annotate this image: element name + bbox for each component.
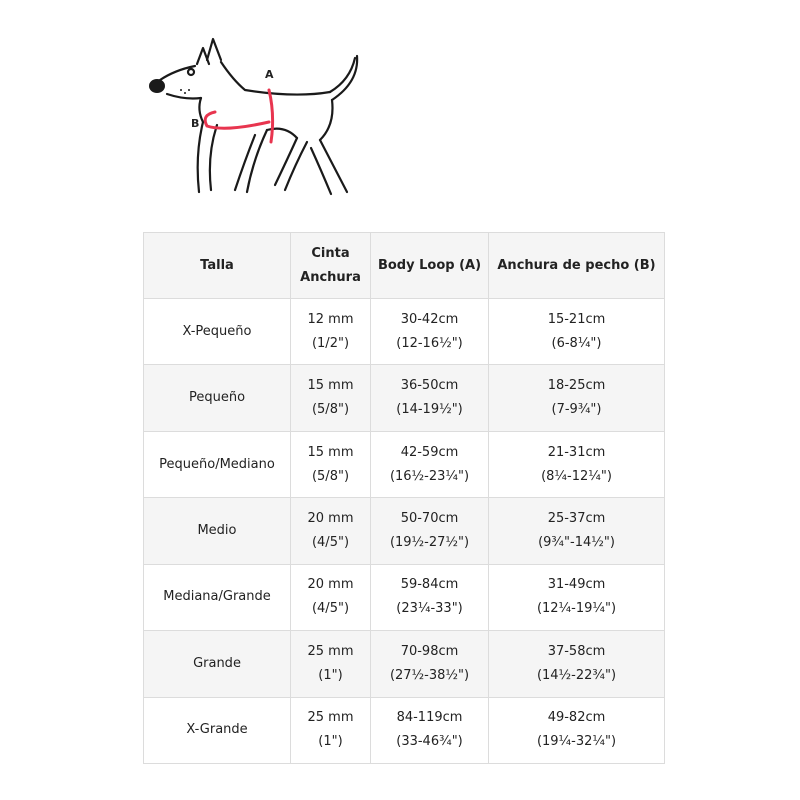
chest-marker-line [205, 112, 269, 128]
chest-cm: 15-21cm [547, 311, 606, 327]
width-in: (5/8") [311, 468, 350, 484]
width-cell [291, 498, 371, 564]
header-width-line1: Cinta [311, 245, 350, 261]
body-loop-in: (33-46¾") [396, 734, 463, 750]
body-loop-cm: 42-59cm [400, 444, 459, 460]
chest-cell [489, 498, 665, 564]
chest-in: (14½-22¾") [536, 667, 617, 683]
chest-in: (6-8¼") [551, 335, 602, 351]
chest-in: (8¼-12¼") [541, 468, 612, 484]
dog-eye [188, 69, 194, 75]
body-loop-cell [371, 498, 489, 564]
table-row [144, 564, 665, 630]
dog-front-leg-2 [210, 125, 217, 190]
table-row [144, 697, 665, 763]
width-in: (1/2") [311, 335, 350, 351]
body-loop-cm: 84-119cm [396, 710, 463, 726]
width-in: (5/8") [311, 402, 350, 418]
marker-b-label: B [191, 117, 200, 130]
table-row [144, 431, 665, 497]
body-loop-cm: 59-84cm [400, 577, 459, 593]
width-in: (4/5") [311, 601, 350, 617]
chest-in: (12¼-19¼") [536, 601, 617, 617]
body-loop-cm: 36-50cm [400, 378, 459, 394]
chest-cm: 37-58cm [547, 643, 606, 659]
width-cell [291, 631, 371, 697]
width-cell [291, 365, 371, 431]
width-cell [291, 431, 371, 497]
dog-chest [199, 98, 203, 122]
dog-illustration [135, 30, 380, 205]
size-cell: Grande [144, 631, 291, 697]
dog-tail [330, 58, 355, 92]
size-chart-table [143, 232, 665, 764]
dog-front-leg-2-inner [198, 122, 203, 192]
header-width-line2: Anchura [300, 269, 361, 285]
table-row [144, 365, 665, 431]
dog-back [221, 62, 330, 95]
header-width [291, 233, 371, 299]
body-loop-in: (19½-27½") [389, 534, 470, 550]
chest-cell [489, 365, 665, 431]
dog-back-leg-2 [285, 142, 307, 190]
body-loop-in: (23¼-33") [396, 601, 463, 617]
table-row [144, 299, 665, 365]
chest-in: (7-9¾") [551, 402, 602, 418]
dog-rump [320, 100, 333, 140]
dog-front-leg-1-inner [235, 135, 255, 190]
size-cell: Medio [144, 498, 291, 564]
chest-cell [489, 697, 665, 763]
size-cell: Mediana/Grande [144, 564, 291, 630]
body-loop-in: (27½-38½") [389, 667, 470, 683]
body-loop-marker-line [269, 90, 273, 142]
chest-in: (9¾"-14½") [538, 534, 615, 550]
chest-cell [489, 631, 665, 697]
dog-back-leg-1 [320, 140, 347, 192]
body-loop-cell [371, 631, 489, 697]
body-loop-cell [371, 564, 489, 630]
size-cell: Pequeño [144, 365, 291, 431]
width-in: (4/5") [311, 534, 350, 550]
width-mm: 20 mm [307, 510, 354, 526]
chest-cell [489, 431, 665, 497]
width-cell [291, 697, 371, 763]
table-row [144, 498, 665, 564]
dog-ear-back [207, 39, 221, 60]
width-mm: 15 mm [307, 378, 354, 394]
header-size: Talla [144, 233, 291, 299]
size-cell: X-Pequeño [144, 299, 291, 365]
width-in: (1") [318, 667, 343, 683]
width-mm: 25 mm [307, 710, 354, 726]
body-loop-cell [371, 299, 489, 365]
chest-cell [489, 299, 665, 365]
size-cell: X-Grande [144, 697, 291, 763]
width-mm: 25 mm [307, 643, 354, 659]
chest-cm: 49-82cm [547, 710, 606, 726]
chest-in: (19¼-32¼") [536, 734, 617, 750]
chest-cm: 31-49cm [547, 577, 606, 593]
chest-cell [489, 564, 665, 630]
dog-back-leg-2-inner [275, 138, 297, 185]
chest-cm: 21-31cm [547, 444, 606, 460]
header-body-loop: Body Loop (A) [371, 233, 489, 299]
body-loop-cell [371, 697, 489, 763]
body-loop-cm: 70-98cm [400, 643, 459, 659]
width-mm: 12 mm [307, 311, 354, 327]
body-loop-in: (16½-23¼") [389, 468, 470, 484]
marker-a-label: A [265, 68, 274, 81]
size-cell: Pequeño/Mediano [144, 431, 291, 497]
body-loop-cell [371, 431, 489, 497]
body-loop-in: (12-16½") [396, 335, 463, 351]
width-cell [291, 299, 371, 365]
width-in: (1") [318, 734, 343, 750]
body-loop-in: (14-19½") [396, 402, 463, 418]
header-chest: Anchura de pecho (B) [489, 233, 665, 299]
body-loop-cell [371, 365, 489, 431]
dog-jaw [167, 94, 201, 99]
table-row [144, 631, 665, 697]
dog-front-leg-1 [247, 130, 267, 192]
width-cell [291, 564, 371, 630]
body-loop-cm: 30-42cm [400, 311, 459, 327]
chest-cm: 18-25cm [547, 378, 606, 394]
dog-nose [149, 79, 165, 93]
width-mm: 20 mm [307, 577, 354, 593]
width-mm: 15 mm [307, 444, 354, 460]
body-loop-cm: 50-70cm [400, 510, 459, 526]
chest-cm: 25-37cm [547, 510, 606, 526]
table-header-row [144, 233, 665, 299]
dog-measurement-illustration [135, 30, 380, 205]
